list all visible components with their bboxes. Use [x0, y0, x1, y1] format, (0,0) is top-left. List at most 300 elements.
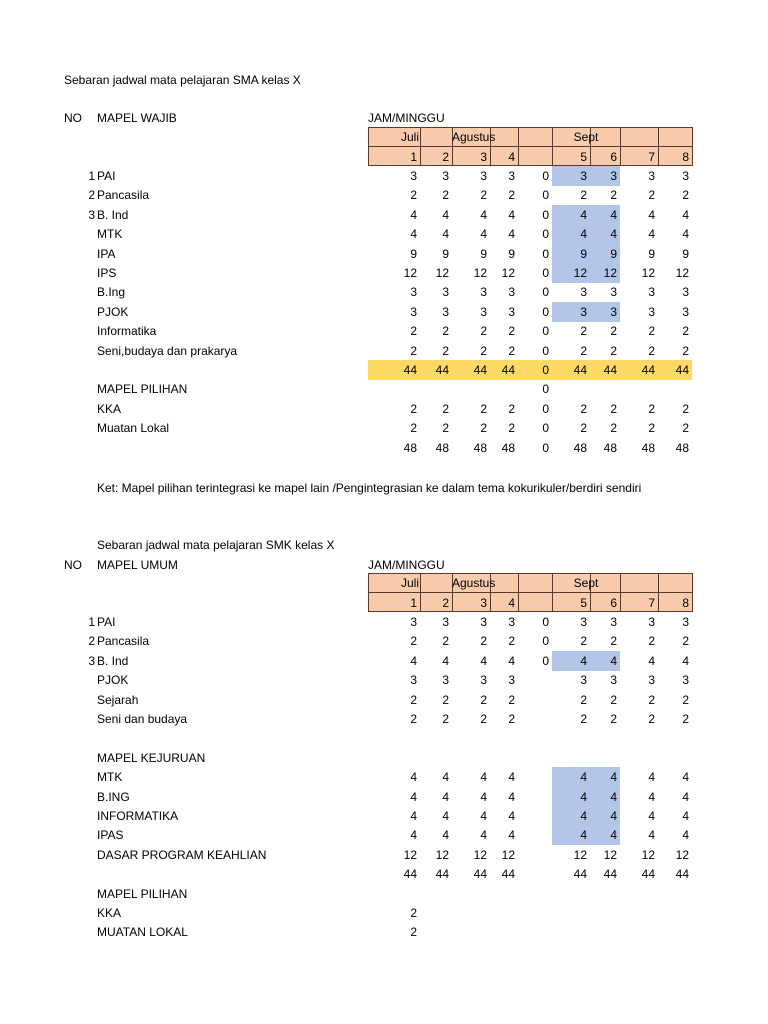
value-cell [518, 903, 552, 923]
value-cell: 2 [580, 188, 587, 203]
value-cell [518, 748, 552, 768]
value-cell: 0 [542, 227, 549, 242]
value-cell [552, 884, 590, 904]
value-cell: 44 [573, 363, 587, 377]
header-week-cell [518, 146, 553, 166]
value-cell: 4 [508, 770, 515, 785]
subject-name: MAPEL PILIHAN [97, 886, 188, 901]
subject-name: Pancasila [97, 188, 150, 203]
value-cell [590, 379, 620, 399]
value-cell: 4 [442, 828, 449, 843]
value-cell: 2 [410, 925, 417, 940]
header-week-cell: 2 [420, 592, 453, 612]
value-cell: 2 [682, 188, 689, 203]
smk-col-no: NO [64, 558, 82, 572]
value-cell: 3 [648, 285, 655, 300]
subject-name: MTK [97, 227, 123, 242]
value-cell: 44 [403, 867, 417, 882]
value-cell: 2 [410, 906, 417, 920]
value-cell: 44 [501, 363, 515, 377]
value-cell: 9 [410, 246, 417, 261]
value-cell: 2 [610, 634, 617, 649]
sma-col-no: NO [64, 111, 82, 125]
value-cell: 4 [442, 207, 449, 222]
header-week-cell: 3 [452, 592, 491, 612]
value-cell: 0 [542, 440, 549, 455]
value-cell: 4 [648, 227, 655, 242]
value-cell: 4 [508, 828, 515, 843]
value-cell: 12 [573, 847, 587, 862]
value-cell: 4 [590, 205, 620, 225]
header-month-cell [518, 127, 553, 147]
value-cell [620, 884, 658, 904]
subject-name: PAI [97, 615, 116, 629]
header-week-cell: 8 [658, 146, 693, 166]
header-month-cell [620, 573, 659, 593]
header-month-cell [658, 127, 693, 147]
value-cell: 2 [508, 343, 515, 358]
value-cell: 2 [410, 401, 417, 416]
value-cell: 4 [480, 770, 487, 785]
value-cell [518, 825, 552, 845]
value-cell: 2 [442, 712, 449, 726]
value-cell: 44 [603, 363, 617, 377]
sma-col-jam: JAM/MINGGU [368, 111, 445, 125]
value-cell: 48 [675, 440, 689, 455]
value-cell [518, 690, 552, 710]
subject-name: MAPEL KEJURUAN [97, 750, 206, 765]
value-cell: 44 [641, 363, 655, 377]
header-week-cell: 5 [552, 146, 591, 166]
value-cell: 3 [552, 166, 590, 186]
value-cell: 4 [648, 789, 655, 804]
value-cell: 4 [552, 806, 590, 826]
value-cell: 2 [610, 421, 617, 436]
value-cell: 2 [410, 634, 417, 649]
value-cell: 2 [682, 634, 689, 649]
value-cell: 12 [501, 847, 515, 862]
value-cell: 0 [542, 266, 549, 280]
value-cell: 2 [442, 188, 449, 203]
value-cell: 3 [590, 166, 620, 186]
value-cell: 2 [682, 401, 689, 416]
value-cell: 2 [442, 692, 449, 707]
value-cell: 2 [480, 324, 487, 339]
value-cell [620, 903, 658, 923]
value-cell: 9 [480, 246, 487, 261]
value-cell: 2 [580, 324, 587, 339]
header-week-cell: 5 [552, 592, 591, 612]
value-cell: 44 [675, 363, 689, 377]
value-cell: 3 [552, 302, 590, 322]
value-cell: 3 [610, 673, 617, 688]
value-cell: 4 [682, 227, 689, 242]
row-number: 2 [88, 634, 95, 649]
value-cell: 4 [590, 787, 620, 807]
value-cell: 48 [435, 440, 449, 455]
header-week-cell: 6 [590, 146, 621, 166]
value-cell: 4 [590, 825, 620, 845]
row-number: 3 [88, 653, 95, 668]
subject-name: DASAR PROGRAM KEAHLIAN [97, 847, 267, 862]
header-month-label: Juli [400, 576, 419, 590]
value-cell: 4 [682, 809, 689, 823]
subject-name: KKA [97, 401, 122, 416]
value-cell: 12 [473, 847, 487, 862]
value-cell: 3 [610, 285, 617, 300]
value-cell: 48 [603, 440, 617, 455]
subject-name: INFORMATIKA [97, 809, 179, 823]
value-cell: 4 [648, 809, 655, 823]
value-cell: 3 [580, 673, 587, 688]
value-cell [552, 379, 590, 399]
value-cell [518, 806, 552, 826]
value-cell: 4 [552, 825, 590, 845]
value-cell [420, 922, 452, 942]
value-cell: 48 [473, 440, 487, 455]
value-cell: 4 [442, 227, 449, 242]
value-cell: 2 [410, 692, 417, 707]
value-cell: 2 [648, 324, 655, 339]
value-cell: 3 [580, 615, 587, 629]
value-cell [518, 922, 552, 942]
value-cell [452, 379, 490, 399]
value-cell: 4 [442, 809, 449, 823]
value-cell: 0 [542, 382, 549, 397]
value-cell [658, 379, 692, 399]
value-cell: 2 [480, 343, 487, 358]
value-cell: 4 [410, 207, 417, 222]
header-week-cell: 1 [368, 146, 421, 166]
value-cell: 4 [590, 651, 620, 671]
row-number: 2 [88, 188, 95, 203]
value-cell [658, 903, 692, 923]
value-cell: 4 [480, 828, 487, 843]
value-cell: 4 [552, 224, 590, 244]
value-cell: 3 [610, 615, 617, 629]
value-cell: 4 [508, 653, 515, 668]
value-cell: 2 [508, 324, 515, 339]
value-cell: 3 [480, 673, 487, 688]
value-cell: 2 [682, 712, 689, 726]
value-cell: 3 [442, 285, 449, 300]
value-cell: 2 [580, 343, 587, 358]
value-cell: 3 [410, 673, 417, 688]
value-cell: 12 [403, 266, 417, 280]
value-cell [590, 728, 620, 748]
value-cell: 4 [682, 828, 689, 843]
value-cell [590, 748, 620, 768]
value-cell: 4 [410, 789, 417, 804]
header-week-cell: 2 [420, 146, 453, 166]
value-cell: 44 [435, 867, 449, 882]
value-cell [490, 748, 518, 768]
subject-name: MAPEL PILIHAN [97, 382, 188, 397]
subject-name: Seni,budaya dan prakarya [97, 343, 238, 358]
value-cell [658, 884, 692, 904]
value-cell: 2 [580, 712, 587, 726]
header-week-cell: 1 [368, 592, 421, 612]
value-cell: 12 [403, 847, 417, 862]
value-cell: 3 [648, 169, 655, 183]
value-cell: 4 [410, 770, 417, 785]
value-cell: 2 [508, 712, 515, 726]
smk-title: Sebaran jadwal mata pelajaran SMK kelas X [97, 538, 335, 552]
value-cell: 3 [442, 304, 449, 319]
value-cell: 2 [648, 188, 655, 203]
value-cell [552, 748, 590, 768]
subject-name: B.ING [97, 789, 130, 804]
subject-name: MTK [97, 770, 123, 785]
value-cell [368, 728, 420, 748]
value-cell: 2 [580, 421, 587, 436]
value-cell: 3 [442, 169, 449, 183]
value-cell: 2 [508, 401, 515, 416]
value-cell: 48 [641, 440, 655, 455]
value-cell: 0 [542, 363, 549, 377]
subject-name: Muatan Lokal [97, 421, 170, 436]
subject-name: IPA [97, 246, 116, 261]
value-cell [490, 728, 518, 748]
value-cell [490, 884, 518, 904]
value-cell [420, 903, 452, 923]
value-cell: 4 [682, 207, 689, 222]
value-cell: 2 [442, 634, 449, 649]
value-cell [658, 748, 692, 768]
value-cell: 3 [508, 673, 515, 688]
value-cell: 0 [542, 343, 549, 358]
value-cell: 4 [682, 653, 689, 668]
value-cell: 12 [641, 847, 655, 862]
subject-name: Seni dan budaya [97, 712, 188, 726]
value-cell: 12 [590, 263, 620, 283]
value-cell: 3 [580, 285, 587, 300]
value-cell: 48 [403, 440, 417, 455]
value-cell: 4 [590, 767, 620, 787]
header-week-cell [518, 592, 553, 612]
value-cell: 3 [508, 615, 515, 629]
value-cell: 4 [552, 205, 590, 225]
value-cell: 2 [480, 692, 487, 707]
value-cell: 2 [508, 188, 515, 203]
value-cell [518, 767, 552, 787]
value-cell: 2 [480, 188, 487, 203]
value-cell [658, 922, 692, 942]
value-cell: 4 [552, 651, 590, 671]
value-cell: 3 [410, 285, 417, 300]
value-cell: 0 [542, 634, 549, 649]
subject-name: B.Ing [97, 285, 126, 300]
value-cell: 2 [610, 343, 617, 358]
value-cell: 12 [603, 847, 617, 862]
value-cell: 9 [682, 246, 689, 261]
subject-name: Sejarah [97, 692, 139, 707]
value-cell: 4 [480, 789, 487, 804]
smk-col-mapel: MAPEL UMUM [97, 558, 178, 572]
value-cell: 0 [542, 324, 549, 339]
value-cell: 3 [648, 673, 655, 688]
subject-name: B. Ind [97, 653, 129, 668]
value-cell: 44 [473, 867, 487, 882]
row-number: 3 [88, 207, 95, 222]
value-cell: 48 [501, 440, 515, 455]
value-cell: 2 [442, 421, 449, 436]
value-cell: 3 [590, 302, 620, 322]
value-cell: 3 [682, 673, 689, 688]
value-cell: 4 [442, 770, 449, 785]
value-cell [490, 903, 518, 923]
value-cell: 4 [442, 653, 449, 668]
value-cell [368, 379, 420, 399]
value-cell [368, 884, 420, 904]
value-cell: 12 [675, 847, 689, 862]
value-cell: 2 [480, 401, 487, 416]
value-cell: 12 [435, 847, 449, 862]
value-cell [490, 379, 518, 399]
value-cell [552, 922, 590, 942]
value-cell [620, 728, 658, 748]
value-cell: 3 [682, 169, 689, 183]
value-cell: 2 [610, 188, 617, 203]
value-cell: 0 [542, 304, 549, 319]
value-cell: 44 [501, 867, 515, 882]
row-number: 1 [88, 169, 95, 183]
value-cell: 12 [641, 266, 655, 280]
value-cell: 9 [508, 246, 515, 261]
value-cell: 3 [480, 615, 487, 629]
header-month-label: Juli [400, 130, 419, 144]
header-month-label: Agustus [452, 130, 496, 144]
value-cell: 2 [410, 188, 417, 203]
value-cell: 4 [480, 207, 487, 222]
value-cell: 4 [410, 653, 417, 668]
header-week-cell: 4 [490, 592, 519, 612]
value-cell: 4 [682, 789, 689, 804]
value-cell: 4 [410, 809, 417, 823]
value-cell: 0 [542, 285, 549, 300]
value-cell [518, 884, 552, 904]
value-cell: 12 [501, 266, 515, 280]
value-cell: 2 [410, 343, 417, 358]
value-cell: 44 [675, 867, 689, 882]
header-month-label: Agustus [452, 576, 496, 590]
value-cell: 12 [675, 266, 689, 280]
sma-title: Sebaran jadwal mata pelajaran SMA kelas X [64, 73, 301, 87]
value-cell [368, 748, 420, 768]
value-cell: 2 [508, 421, 515, 436]
value-cell: 2 [648, 634, 655, 649]
value-cell: 12 [435, 266, 449, 280]
value-cell [518, 709, 552, 729]
value-cell: 2 [480, 634, 487, 649]
header-month-cell [658, 573, 693, 593]
value-cell: 4 [508, 207, 515, 222]
value-cell: 2 [648, 712, 655, 726]
value-cell: 3 [648, 615, 655, 629]
value-cell: 4 [410, 828, 417, 843]
value-cell: 2 [508, 634, 515, 649]
value-cell [518, 670, 552, 690]
subject-name: Informatika [97, 324, 157, 339]
value-cell: 2 [580, 634, 587, 649]
value-cell [620, 922, 658, 942]
value-cell: 2 [682, 692, 689, 707]
value-cell: 4 [508, 809, 515, 823]
value-cell: 2 [610, 401, 617, 416]
value-cell: 2 [580, 692, 587, 707]
value-cell: 4 [480, 227, 487, 242]
value-cell [518, 728, 552, 748]
value-cell: 12 [552, 263, 590, 283]
value-cell [552, 903, 590, 923]
header-week-cell: 4 [490, 146, 519, 166]
value-cell: 3 [480, 285, 487, 300]
value-cell: 48 [573, 440, 587, 455]
value-cell: 3 [682, 615, 689, 629]
subject-name: IPAS [97, 828, 124, 843]
value-cell: 4 [648, 770, 655, 785]
sma-col-mapel: MAPEL WAJIB [97, 111, 177, 125]
value-cell: 0 [542, 615, 549, 629]
value-cell [620, 748, 658, 768]
subject-name: B. Ind [97, 207, 129, 222]
value-cell: 44 [603, 867, 617, 882]
value-cell: 3 [410, 169, 417, 183]
value-cell [490, 922, 518, 942]
value-cell [420, 884, 452, 904]
value-cell: 0 [542, 207, 549, 222]
header-month-cell [620, 127, 659, 147]
value-cell: 2 [682, 343, 689, 358]
value-cell: 4 [508, 227, 515, 242]
value-cell: 2 [442, 401, 449, 416]
subject-name: KKA [97, 906, 122, 920]
value-cell: 4 [480, 809, 487, 823]
value-cell [590, 903, 620, 923]
value-cell: 2 [410, 324, 417, 339]
header-week-cell: 3 [452, 146, 491, 166]
value-cell: 2 [648, 692, 655, 707]
value-cell [420, 379, 452, 399]
smk-col-jam: JAM/MINGGU [368, 558, 445, 572]
value-cell: 0 [542, 169, 549, 183]
value-cell: 3 [480, 169, 487, 183]
value-cell: 4 [648, 653, 655, 668]
value-cell: 2 [648, 401, 655, 416]
value-cell: 3 [508, 285, 515, 300]
value-cell [518, 787, 552, 807]
value-cell: 0 [542, 653, 549, 668]
value-cell: 3 [410, 615, 417, 629]
value-cell: 12 [473, 266, 487, 280]
value-cell: 9 [648, 246, 655, 261]
value-cell: 4 [648, 828, 655, 843]
value-cell: 0 [542, 401, 549, 416]
value-cell: 0 [542, 246, 549, 261]
value-cell [658, 728, 692, 748]
value-cell: 0 [542, 421, 549, 436]
value-cell: 4 [552, 787, 590, 807]
value-cell: 0 [542, 188, 549, 203]
value-cell: 4 [682, 770, 689, 785]
header-week-cell: 7 [620, 592, 659, 612]
value-cell: 4 [552, 767, 590, 787]
header-month-cell [518, 573, 553, 593]
header-month-label: Sept [573, 130, 599, 144]
value-cell: 2 [410, 712, 417, 726]
header-week-cell: 8 [658, 592, 693, 612]
subject-name: MUATAN LOKAL [97, 925, 188, 940]
